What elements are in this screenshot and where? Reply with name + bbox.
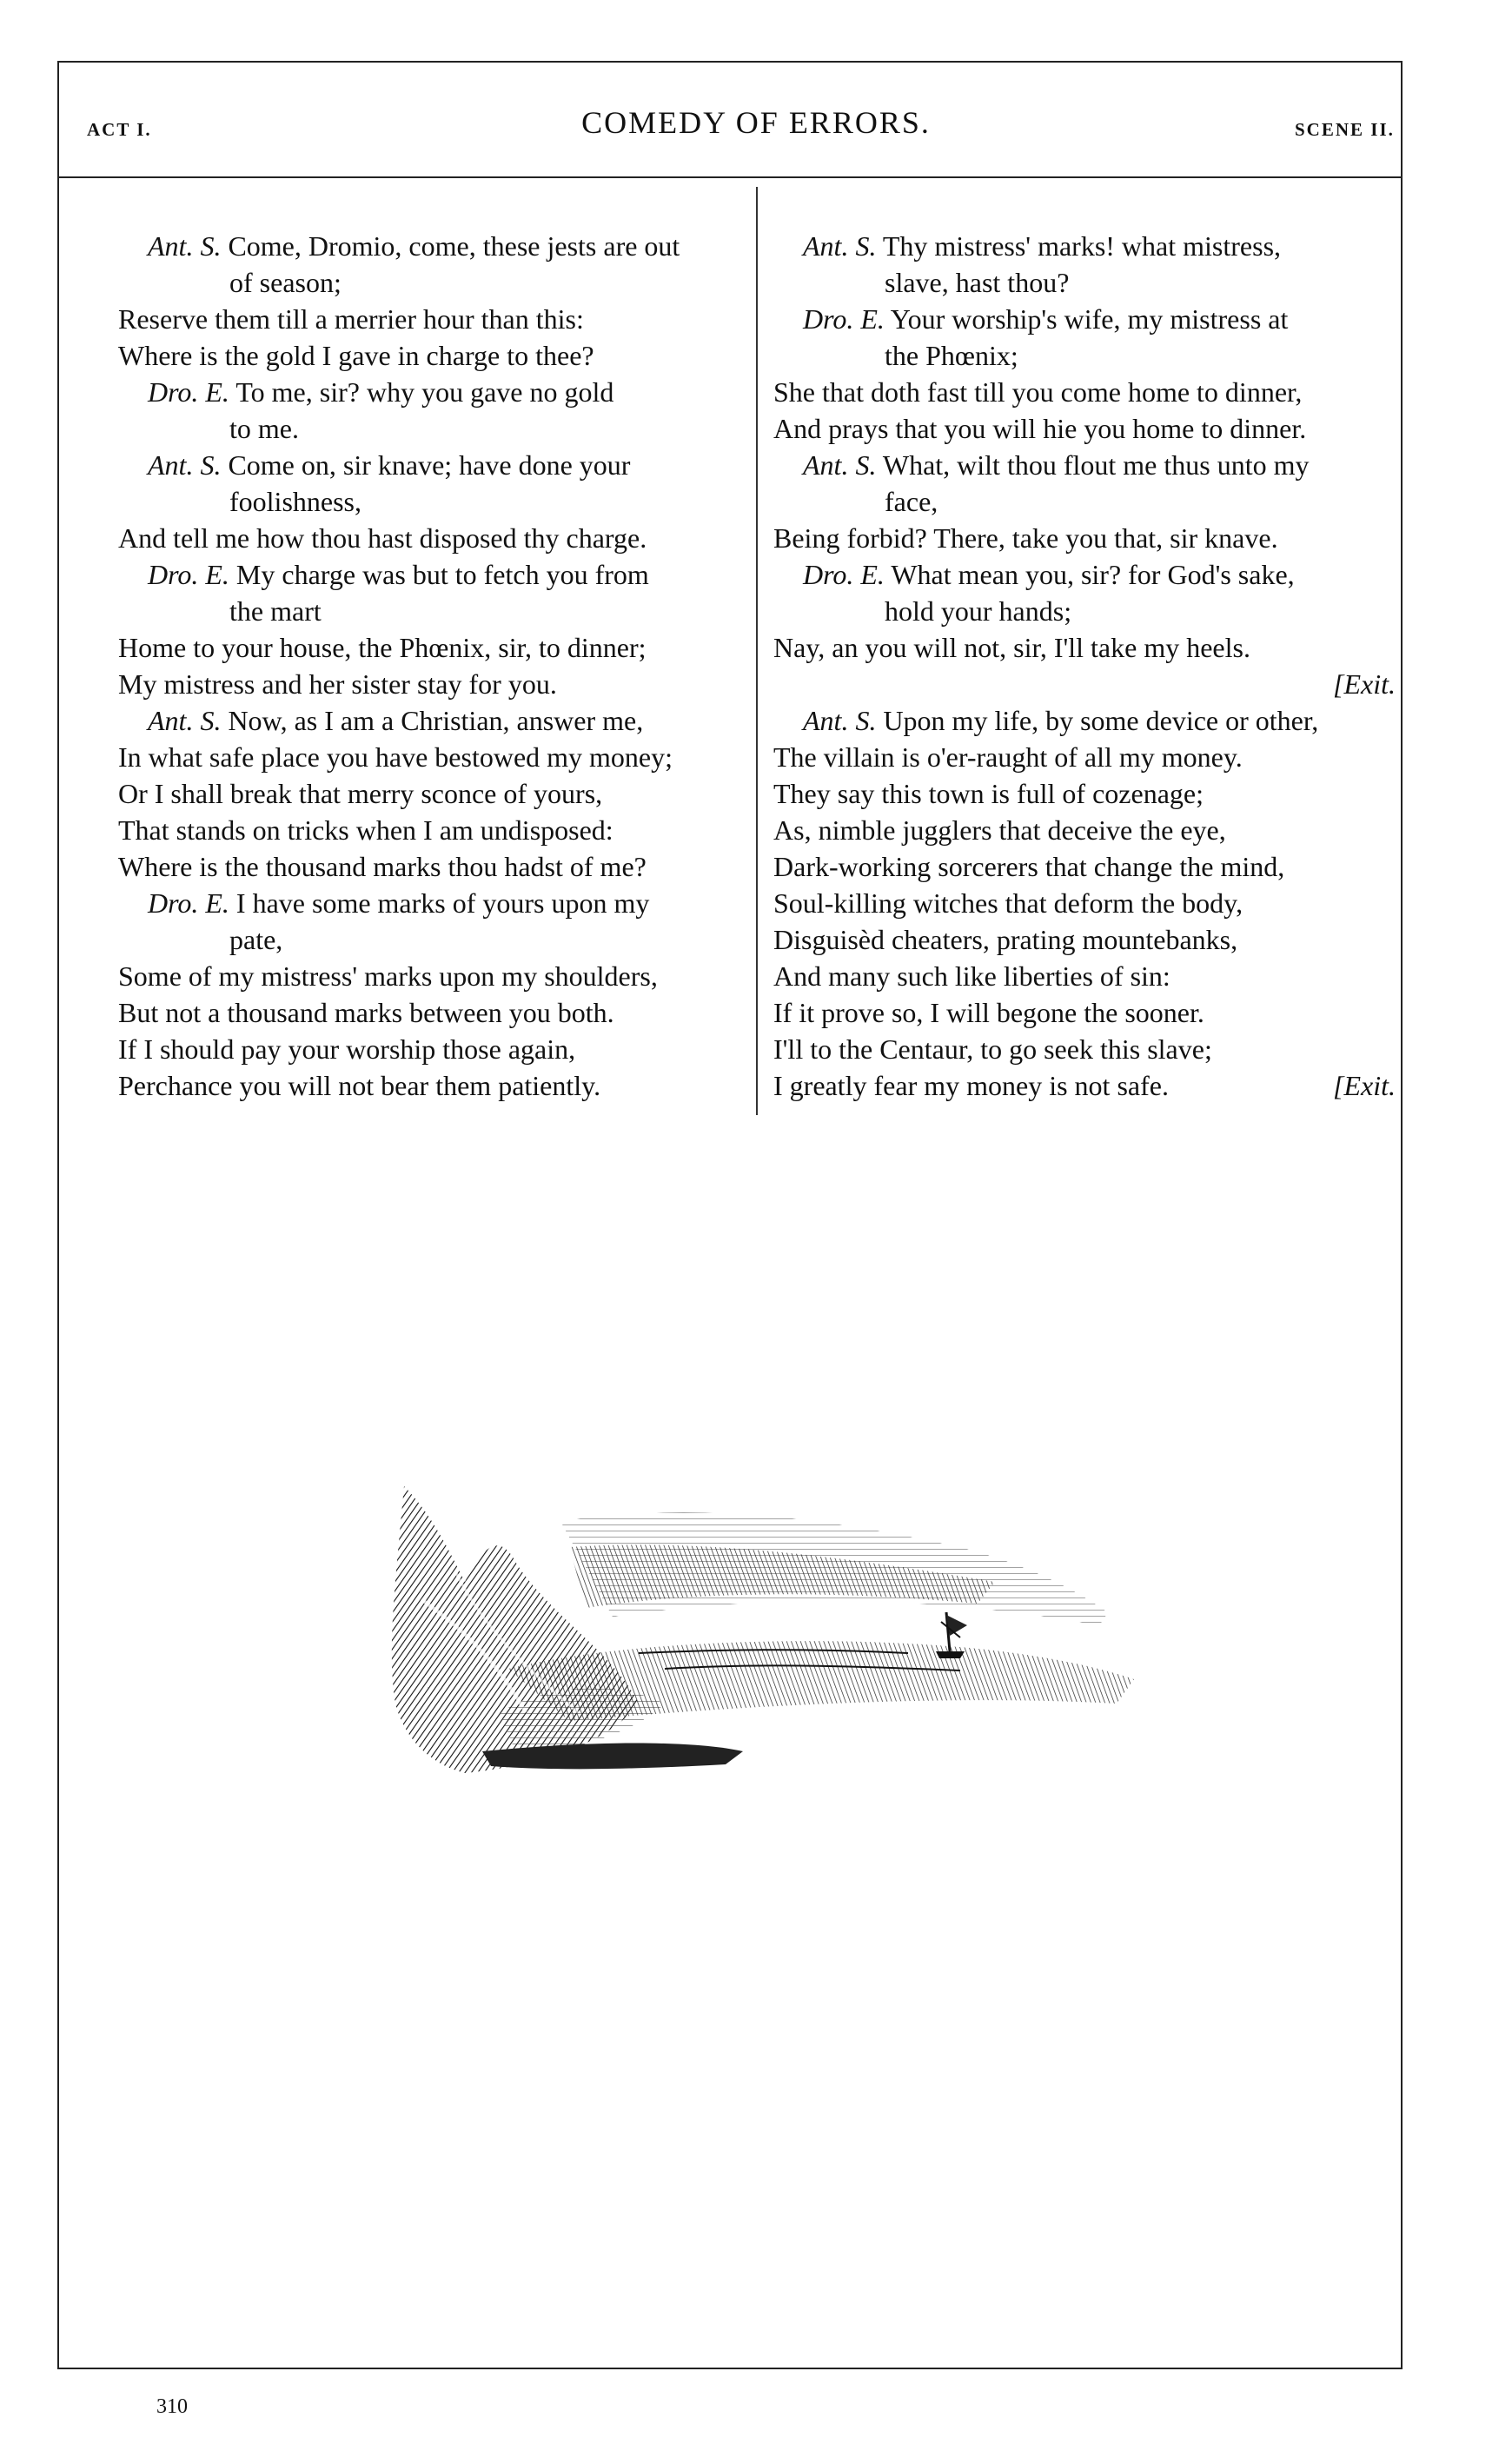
verse-text: Nay, an you will not, sir, I'll take my heels.: [773, 632, 1250, 663]
speaker-prefix: Ant. S.: [803, 230, 877, 262]
verse-line: [773, 520, 1396, 556]
shipwreck-vignette-illustration: [352, 1451, 1169, 1790]
verse-text: And tell me how thou hast disposed thy charge.: [118, 522, 647, 554]
verse-line: [118, 775, 740, 812]
verse-text: Soul-killing witches that deform the body,: [773, 887, 1243, 919]
verse-line: [118, 337, 740, 374]
speaker-prefix: Ant. S.: [803, 705, 877, 736]
verse-text: Dark-working sorcerers that change the mind,: [773, 851, 1285, 882]
speaker-prefix: Dro. E.: [148, 376, 229, 408]
verse-line: [773, 994, 1396, 1031]
verse-text: Your worship's wife, my mistress at: [890, 303, 1289, 335]
verse-line: [118, 593, 740, 629]
column-divider: [756, 187, 758, 1115]
running-title: COMEDY OF ERRORS.: [581, 105, 931, 140]
verse-line: [773, 702, 1396, 739]
verse-text: the Phœnix;: [885, 340, 1018, 371]
verse-line: [118, 520, 740, 556]
verse-text: My mistress and her sister stay for you.: [118, 668, 557, 700]
verse-text: of season;: [229, 267, 342, 298]
verse-text: I'll to the Centaur, to go seek this slave;: [773, 1033, 1212, 1065]
scene-label: SCENE II.: [1295, 119, 1395, 140]
verse-line: [773, 556, 1396, 593]
verse-text: Reserve them till a merrier hour than this:: [118, 303, 584, 335]
stage-direction: [Exit.: [1333, 1070, 1396, 1101]
verse-line: [118, 374, 740, 410]
verse-text: hold your hands;: [885, 595, 1072, 627]
verse-text: And prays that you will hie you home to dinner.: [773, 413, 1307, 444]
verse-text: Upon my life, by some device or other,: [883, 705, 1319, 736]
verse-line: [118, 556, 740, 593]
speaker-prefix: Ant. S.: [803, 449, 877, 481]
verse-text: pate,: [229, 924, 283, 955]
verse-text: In what safe place you have bestowed my money;: [118, 741, 673, 773]
left-text-column: [118, 228, 740, 1104]
verse-line: [118, 447, 740, 483]
verse-text: That stands on tricks when I am undisposed:: [118, 814, 613, 846]
speaker-prefix: Dro. E.: [148, 559, 229, 590]
verse-line: [118, 629, 740, 666]
verse-text: As, nimble jugglers that deceive the eye,: [773, 814, 1226, 846]
header-rule: [57, 176, 1403, 178]
verse-line: [773, 812, 1396, 848]
verse-line: [118, 958, 740, 994]
speaker-prefix: Ant. S.: [148, 230, 222, 262]
distant-ship: [936, 1612, 967, 1658]
verse-text: They say this town is full of cozenage;: [773, 778, 1204, 809]
speaker-prefix: Dro. E.: [803, 559, 885, 590]
verse-text: To me, sir? why you gave no gold: [235, 376, 614, 408]
verse-text: If it prove so, I will begone the sooner.: [773, 997, 1204, 1028]
verse-line: [118, 812, 740, 848]
verse-line: [773, 1067, 1396, 1104]
verse-line: [773, 629, 1396, 666]
verse-line: [773, 593, 1396, 629]
verse-line: [118, 1067, 740, 1104]
verse-line: [773, 958, 1396, 994]
verse-line: [773, 775, 1396, 812]
verse-line: [773, 228, 1396, 264]
right-text-column: [773, 228, 1396, 1104]
verse-text: to me.: [229, 413, 299, 444]
verse-line: [773, 885, 1396, 921]
verse-line: [118, 885, 740, 921]
verse-text: She that doth fast till you come home to dinner,: [773, 376, 1303, 408]
verse-text: What mean you, sir? for God's sake,: [891, 559, 1295, 590]
page-number: 310: [156, 2395, 188, 2418]
verse-line: [773, 301, 1396, 337]
speaker-prefix: Dro. E.: [148, 887, 229, 919]
verse-text: Where is the thousand marks thou hadst of me?: [118, 851, 647, 882]
stage-direction: [Exit.: [1333, 668, 1396, 700]
verse-text: Come, Dromio, come, these jests are out: [228, 230, 680, 262]
verse-line: [773, 410, 1396, 447]
verse-line: [773, 337, 1396, 374]
verse-line: [118, 410, 740, 447]
verse-line: [773, 739, 1396, 775]
verse-text: Thy mistress' marks! what mistress,: [882, 230, 1282, 262]
verse-line: [118, 1031, 740, 1067]
verse-line: [773, 374, 1396, 410]
verse-line: [118, 848, 740, 885]
verse-text: foolishness,: [229, 486, 361, 517]
verse-line: [118, 264, 740, 301]
verse-line: [118, 921, 740, 958]
verse-text: Or I shall break that merry sconce of yours,: [118, 778, 603, 809]
verse-text: face,: [885, 486, 938, 517]
verse-text: But not a thousand marks between you both.: [118, 997, 614, 1028]
speaker-prefix: Dro. E.: [803, 303, 885, 335]
verse-text: Now, as I am a Christian, answer me,: [228, 705, 644, 736]
verse-text: Disguisèd cheaters, prating mountebanks,: [773, 924, 1238, 955]
verse-text: I have some marks of yours upon my: [235, 887, 650, 919]
verse-text: The villain is o'er-raught of all my money.: [773, 741, 1243, 773]
verse-line: [773, 1031, 1396, 1067]
verse-text: Come on, sir knave; have done your: [228, 449, 631, 481]
verse-line: [118, 994, 740, 1031]
verse-text: Home to your house, the Phœnix, sir, to dinner;: [118, 632, 647, 663]
verse-text: Where is the gold I gave in charge to thee?: [118, 340, 594, 371]
verse-line: [773, 666, 1396, 702]
verse-line: [773, 921, 1396, 958]
verse-text: And many such like liberties of sin:: [773, 960, 1170, 992]
speaker-prefix: Ant. S.: [148, 449, 222, 481]
verse-line: [118, 702, 740, 739]
verse-text: What, wilt thou flout me thus unto my: [882, 449, 1310, 481]
verse-line: [773, 483, 1396, 520]
verse-text: I greatly fear my money is not safe.: [773, 1070, 1169, 1101]
verse-line: [118, 301, 740, 337]
verse-line: [773, 264, 1396, 301]
verse-text: Some of my mistress' marks upon my shoulders,: [118, 960, 658, 992]
act-label: ACT I.: [87, 119, 152, 140]
verse-text: the mart: [229, 595, 322, 627]
speaker-prefix: Ant. S.: [148, 705, 222, 736]
verse-line: [118, 483, 740, 520]
verse-text: My charge was but to fetch you from: [235, 559, 649, 590]
verse-text: Being forbid? There, take you that, sir knave.: [773, 522, 1278, 554]
verse-line: [773, 447, 1396, 483]
verse-text: Perchance you will not bear them patiently.: [118, 1070, 601, 1101]
verse-line: [118, 739, 740, 775]
verse-line: [773, 848, 1396, 885]
verse-line: [118, 228, 740, 264]
verse-text: If I should pay your worship those again,: [118, 1033, 576, 1065]
verse-text: slave, hast thou?: [885, 267, 1070, 298]
verse-line: [118, 666, 740, 702]
